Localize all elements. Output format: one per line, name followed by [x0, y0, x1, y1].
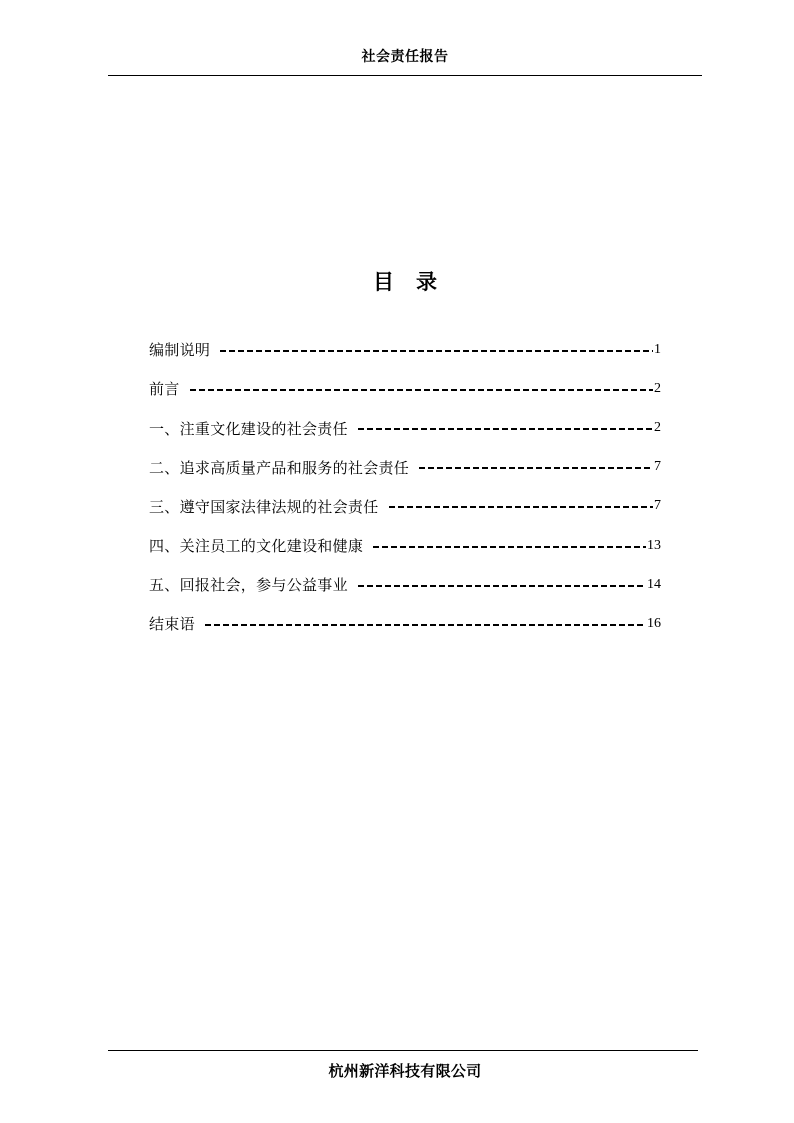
toc-dash-leader — [389, 506, 653, 508]
toc-list — [149, 340, 661, 654]
toc-entry-page: 2 — [654, 420, 661, 436]
toc-entry-page: 7 — [654, 459, 661, 475]
toc-entry[interactable] — [149, 379, 661, 398]
toc-heading-part-2: 录 — [416, 270, 437, 294]
toc-dash-leader — [358, 585, 646, 587]
header-divider — [108, 75, 702, 76]
toc-entry[interactable] — [149, 418, 661, 437]
toc-heading — [0, 266, 794, 296]
toc-entry-label: 二、追求高质量产品和服务的社会责任 — [149, 458, 410, 477]
page-header-title: 社会责任报告 — [361, 49, 449, 65]
toc-entry[interactable] — [149, 614, 661, 633]
toc-entry-page: 1 — [654, 341, 661, 357]
toc-entry[interactable] — [149, 536, 661, 555]
toc-entry-label: 一、注重文化建设的社会责任 — [149, 419, 348, 438]
footer-divider — [108, 1050, 698, 1051]
toc-entry-label: 四、关注员工的文化建设和健康 — [149, 537, 364, 556]
toc-dash-leader — [220, 350, 653, 352]
toc-dash-leader — [190, 389, 653, 391]
toc-entry-page: 16 — [647, 615, 661, 631]
toc-entry-label: 五、回报社会，参与公益事业 — [149, 576, 348, 595]
toc-entry[interactable] — [149, 497, 661, 516]
toc-heading-part-1: 目 — [373, 270, 394, 294]
footer-company-name: 杭州新洋科技有限公司 — [328, 1062, 482, 1080]
toc-entry-label: 编制说明 — [149, 341, 211, 360]
toc-entry-page: 13 — [647, 537, 661, 553]
toc-entry-label: 结束语 — [149, 615, 195, 634]
toc-dash-leader — [205, 624, 646, 626]
toc-dash-leader — [419, 467, 653, 469]
toc-dash-leader — [373, 546, 646, 548]
toc-entry[interactable] — [149, 575, 661, 594]
toc-entry[interactable] — [149, 458, 661, 477]
toc-entry-label: 前言 — [149, 380, 180, 399]
toc-entry-page: 2 — [654, 380, 661, 396]
toc-entry[interactable] — [149, 340, 661, 359]
toc-entry-page: 7 — [654, 498, 661, 514]
toc-entry-label: 三、遵守国家法律法规的社会责任 — [149, 497, 379, 516]
toc-dash-leader — [358, 428, 653, 430]
toc-entry-page: 14 — [647, 576, 661, 592]
